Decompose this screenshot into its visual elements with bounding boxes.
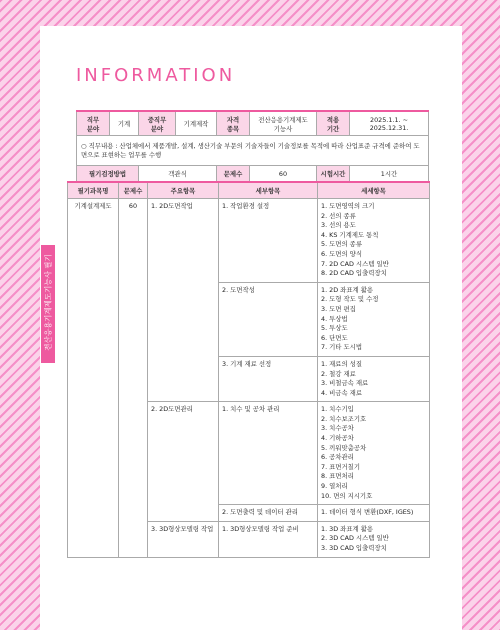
job-description: ○ 직무내용 : 산업체에서 제품개발, 설계, 생산기술 부문의 기술자들이 기술정보를 목적에 따라 산업표준 규격에 준하여 도면으로 표현하는 업무를 수행 [77,136,429,166]
header-detail: 세세항목 [318,182,430,199]
method-value: 객관식 [139,166,217,182]
sub-item: 3. 기계 재료 선정 [219,356,318,401]
time-label: 시험시간 [317,166,350,182]
detail-item: 6. 공차관리 [321,453,354,462]
info-table [76,110,429,182]
detail-item: 1. 도면영역의 크기 [321,202,375,210]
time-value: 1시간 [350,166,429,182]
count-value: 60 [250,166,317,182]
detail-item: 1. 데이터 형식 변환(DXF, IGES) [321,508,414,517]
detail-list [318,356,430,401]
field-label: 직무 분야 [77,111,110,136]
detail-item: 5. 끼워맞춤공차 [321,443,367,452]
detail-item: 1. 3D 좌표계 활용 [321,524,374,533]
detail-item: 10. 면의 지시기호 [321,491,373,500]
detail-item: 2. 3D CAD 시스템 일반 [321,534,389,543]
detail-list [318,282,430,356]
detail-item: 3. 치수공차 [321,424,354,433]
detail-item: 1. 2D 좌표계 활용 [321,285,374,294]
detail-item: 9. 열처리 [321,482,348,491]
count-label: 문제수 [217,166,250,182]
subfield-label: 중직무 분야 [139,111,176,136]
detail-item: 7. 표면거칠기 [321,462,360,471]
side-tab [41,245,55,363]
header-subject: 필기과목명 [68,182,119,199]
detail-item: 2. 철강 재료 [321,369,356,378]
detail-list [318,199,430,283]
main-item: 2. 2D도면관리 [148,402,219,522]
detail-list [318,521,430,557]
detail-item: 5. 투상도 [321,324,348,333]
detail-list [318,402,430,505]
detail-item: 8. 표면처리 [321,472,354,481]
detail-item: 1. 재료의 성질 [321,359,363,368]
sub-item: 2. 도면출력 및 데이터 관리 [219,505,318,522]
subfield-value: 기계제작 [176,111,217,136]
detail-item: 3. 선의 용도 [321,221,356,230]
header-main: 주요항목 [148,182,219,199]
method-label: 필기검정방법 [77,166,139,182]
sub-item: 1. 작업환경 설정 [219,199,318,283]
detail-item: 6. 단면도 [321,333,348,342]
subject-cell: 기계설계제도 [68,199,119,558]
detail-item: 2. 치수보조기호 [321,414,367,423]
cert-label: 자격 종목 [217,111,250,136]
detail-item: 7. 기타 도시법 [321,343,363,352]
detail-item: 2. 도형 작도 및 수정 [321,295,379,304]
detail-item: 3. 3D CAD 입출력장치 [321,544,387,552]
detail-item: 1. 치수기입 [321,405,354,414]
side-tab-label: 전산응용기계제도기능사 필기 [43,254,53,351]
period-value: 2025.1.1. ~ 2025.12.31. [350,111,429,136]
cert-value: 전산응용기계제도 기능사 [250,111,317,136]
detail-item: 3. 비철금속 재료 [321,379,369,388]
detail-item: 2. 선의 종류 [321,211,356,220]
detail-item: 4. 비금속 재료 [321,388,363,397]
main-item: 1. 2D도면작업 [148,199,219,402]
header-sub: 세부항목 [219,182,318,199]
page-title: INFORMATION [76,65,236,86]
detail-item: 4. 기하공차 [321,434,354,443]
detail-list [318,505,430,522]
field-value: 기계 [110,111,139,136]
detail-item: 8. 2D CAD 입출력장치 [321,269,387,278]
period-label: 적용 기간 [317,111,350,136]
detail-item: 3. 도면 편집 [321,304,356,313]
detail-item: 4. KS 기계제도 통칙 [321,230,379,239]
count-cell: 60 [119,199,148,558]
sub-item: 1. 치수 및 공차 관리 [219,402,318,505]
detail-item: 7. 2D CAD 시스템 일반 [321,259,389,268]
detail-item: 6. 도면의 양식 [321,249,363,258]
detail-item: 5. 도면의 종류 [321,240,363,249]
main-item: 3. 3D형상모델링 작업 [148,521,219,557]
syllabus-table [67,181,430,558]
detail-item: 4. 투상법 [321,314,348,323]
sub-item: 2. 도면작성 [219,282,318,356]
header-count: 문제수 [119,182,148,199]
sub-item: 1. 3D형상모델링 작업 준비 [219,521,318,557]
